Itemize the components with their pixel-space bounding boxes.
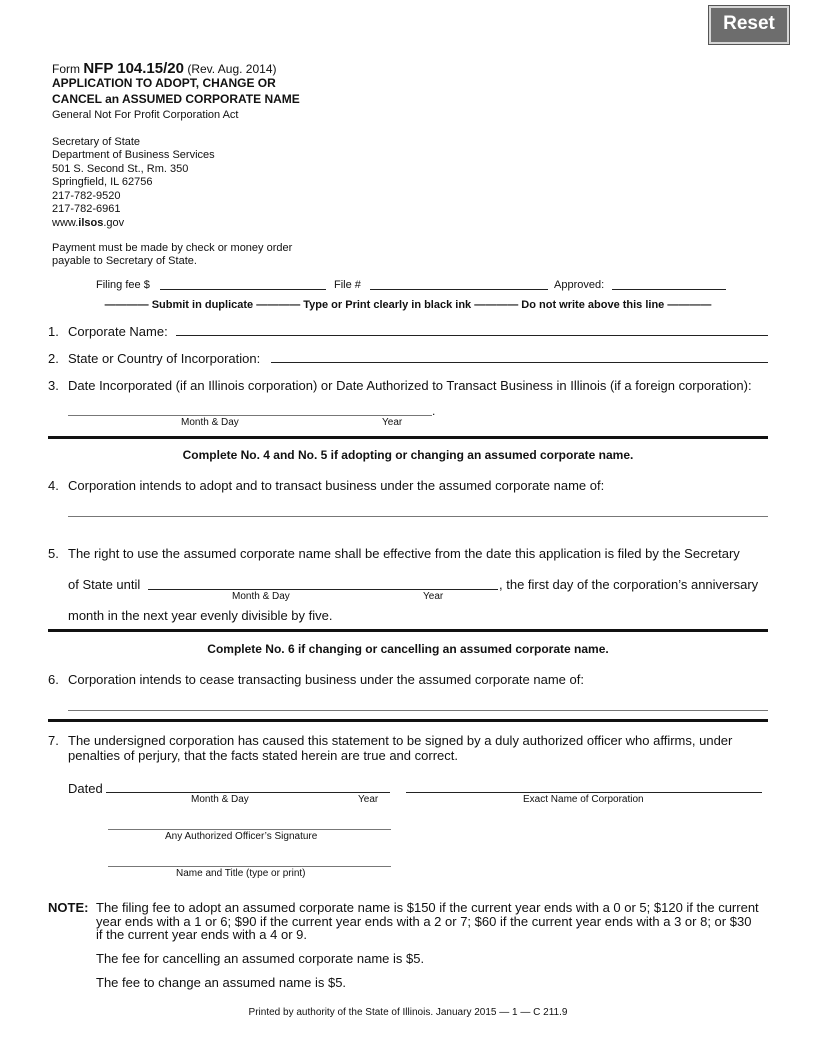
corporate-name-field[interactable] (176, 335, 768, 336)
item3-number: 3. (48, 378, 59, 393)
adopt-name-field[interactable] (68, 516, 768, 517)
note-label: NOTE: (48, 900, 89, 915)
form-prefix: Form (52, 62, 80, 76)
address-line4: Springfield, IL 62756 (52, 176, 153, 188)
item6-number: 6. (48, 672, 59, 687)
item5-prefix: of State until (68, 577, 141, 592)
form-title-line1: APPLICATION TO ADOPT, CHANGE OR (52, 76, 276, 90)
section-divider (48, 719, 768, 722)
address-line2: Department of Business Services (52, 149, 215, 161)
instructions-banner: ———— Submit in duplicate ———— Type or Print clearly in black ink ———— Do not write above this line ———— (104, 299, 712, 311)
state-country-field[interactable] (271, 362, 768, 363)
approved-field (612, 289, 726, 290)
section-divider (48, 629, 768, 632)
month-day-label-7: Month & Day (191, 794, 249, 805)
phone-2: 217-782-6961 (52, 203, 121, 215)
section-b-heading: Complete No. 6 if changing or cancelling an assumed corporate name. (207, 642, 609, 656)
exact-name-label: Exact Name of Corporation (523, 794, 644, 805)
month-day-label-5: Month & Day (232, 591, 290, 602)
item5-line1: The right to use the assumed corporate name shall be effective from the date this application is filed by the Secretary (68, 546, 740, 561)
item7-line2: penalties of perjury, that the facts stated herein are true and correct. (68, 748, 458, 763)
cease-name-label: Corporation intends to cease transacting business under the assumed corporate name of: (68, 672, 584, 687)
website: www.ilsos.gov (52, 217, 125, 229)
change-fee-note: The fee to change an assumed name is $5. (96, 975, 347, 990)
date-incorporated-field[interactable] (68, 415, 432, 416)
filing-fee-label: Filing fee $ (96, 279, 150, 291)
cease-name-field[interactable] (68, 710, 768, 711)
exact-name-field[interactable] (406, 792, 762, 793)
dated-field[interactable] (106, 792, 390, 793)
item4-number: 4. (48, 478, 59, 493)
item5-suffix: , the first day of the corporation’s anniversary (499, 577, 759, 592)
signature-field[interactable] (108, 829, 391, 830)
section-divider (48, 436, 768, 439)
item7-line1: The undersigned corporation has caused this statement to be signed by a duly authorized officer who affirms, under (68, 733, 733, 748)
name-title-label: Name and Title (type or print) (176, 868, 306, 879)
note-line3: if the current year ends with a 4 or 9. (96, 927, 307, 942)
form-number: NFP 104.15/20 (83, 60, 184, 77)
file-number-field (370, 289, 548, 290)
corporate-name-label: Corporate Name: (68, 324, 168, 339)
payment-line1: Payment must be made by check or money order (52, 242, 293, 254)
form-number-line (52, 62, 277, 76)
item2-number: 2. (48, 351, 59, 366)
footer: Printed by authority of the State of Illinois. January 2015 — 1 — C 211.9 (248, 1007, 568, 1018)
dated-label: Dated (68, 781, 103, 796)
cancel-fee-note: The fee for cancelling an assumed corporate name is $5. (96, 951, 425, 966)
item5-number: 5. (48, 546, 59, 561)
year-label-3: Year (382, 417, 403, 428)
state-country-label: State or Country of Incorporation: (68, 351, 261, 366)
section-a-heading: Complete No. 4 and No. 5 if adopting or changing an assumed corporate name. (182, 448, 634, 462)
form-title-line2: CANCEL an ASSUMED CORPORATE NAME (52, 92, 300, 106)
filing-fee-field (160, 289, 326, 290)
address-line3: 501 S. Second St., Rm. 350 (52, 163, 189, 175)
date-incorporated-label: Date Incorporated (if an Illinois corporation) or Date Authorized to Transact Business in Illinois (if a foreign corporation): (68, 378, 752, 393)
phone-1: 217-782-9520 (52, 190, 121, 202)
approved-label: Approved: (554, 279, 605, 291)
reset-button[interactable]: Reset (709, 6, 789, 44)
note-line1: The filing fee to adopt an assumed corporate name is $150 if the current year ends with a 0 or 5; $120 if the current (96, 900, 759, 915)
payment-line2: payable to Secretary of State. (52, 255, 197, 267)
item1-number: 1. (48, 324, 59, 339)
name-title-field[interactable] (108, 866, 391, 867)
signature-label: Any Authorized Officer’s Signature (165, 831, 318, 842)
effective-until-field[interactable] (148, 589, 498, 590)
form-revision: (Rev. Aug. 2014) (187, 62, 277, 76)
note-line2: year ends with a 1 or 6; $90 if the current year ends with a 2 or 7; $60 if the current year ends with a 3 or 8; or $30 (96, 914, 752, 929)
item7-number: 7. (48, 733, 59, 748)
year-label-7: Year (358, 794, 379, 805)
file-number-label: File # (334, 279, 361, 291)
address-line1: Secretary of State (52, 136, 141, 148)
adopt-name-label: Corporation intends to adopt and to transact business under the assumed corporate name of: (68, 478, 605, 493)
form-act: General Not For Profit Corporation Act (52, 109, 239, 121)
year-label-5: Year (423, 591, 444, 602)
item5-line3: month in the next year evenly divisible by five. (68, 608, 333, 623)
month-day-label-3: Month & Day (181, 417, 239, 428)
